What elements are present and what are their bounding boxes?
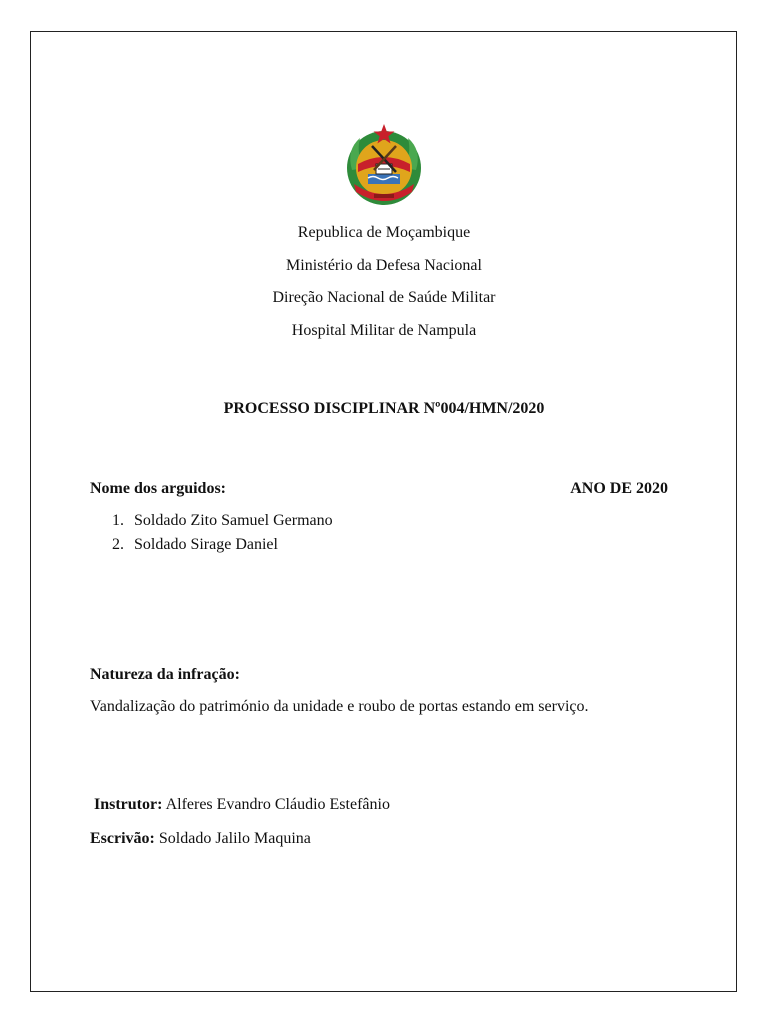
instructor-line bbox=[94, 796, 390, 814]
list-number: 1. bbox=[112, 512, 124, 529]
header-hospital: Hospital Militar de Nampula bbox=[291, 322, 477, 339]
defendants-label: Nome dos arguidos: bbox=[90, 480, 227, 497]
instructor-name: Alferes Evandro Cláudio Estefânio bbox=[165, 796, 390, 813]
header-directorate: Direção Nacional de Saúde Militar bbox=[272, 289, 496, 306]
clerk-name: Soldado Jalilo Maquina bbox=[158, 830, 311, 847]
header-country: Republica de Moçambique bbox=[297, 224, 471, 241]
clerk-label: Escrivão: bbox=[90, 830, 155, 847]
infraction-label: Natureza da infração: bbox=[90, 666, 240, 683]
defendant-name: Soldado Zito Samuel Germano bbox=[134, 512, 333, 529]
infraction-text: Vandalização do património da unidade e roubo de portas estando em serviço. bbox=[90, 698, 589, 715]
clerk-line bbox=[90, 830, 311, 848]
header-ministry: Ministério da Defesa Nacional bbox=[286, 257, 482, 274]
coat-of-arms-emblem bbox=[338, 120, 430, 214]
instructor-label: Instrutor: bbox=[94, 796, 163, 813]
document-title: PROCESSO DISCIPLINAR Nº004/HMN/2020 bbox=[223, 400, 545, 417]
defendant-item bbox=[112, 512, 333, 530]
year-label: ANO DE 2020 bbox=[570, 480, 668, 497]
list-number: 2. bbox=[112, 536, 124, 553]
defendant-item bbox=[112, 536, 278, 554]
defendant-name: Soldado Sirage Daniel bbox=[134, 536, 278, 553]
